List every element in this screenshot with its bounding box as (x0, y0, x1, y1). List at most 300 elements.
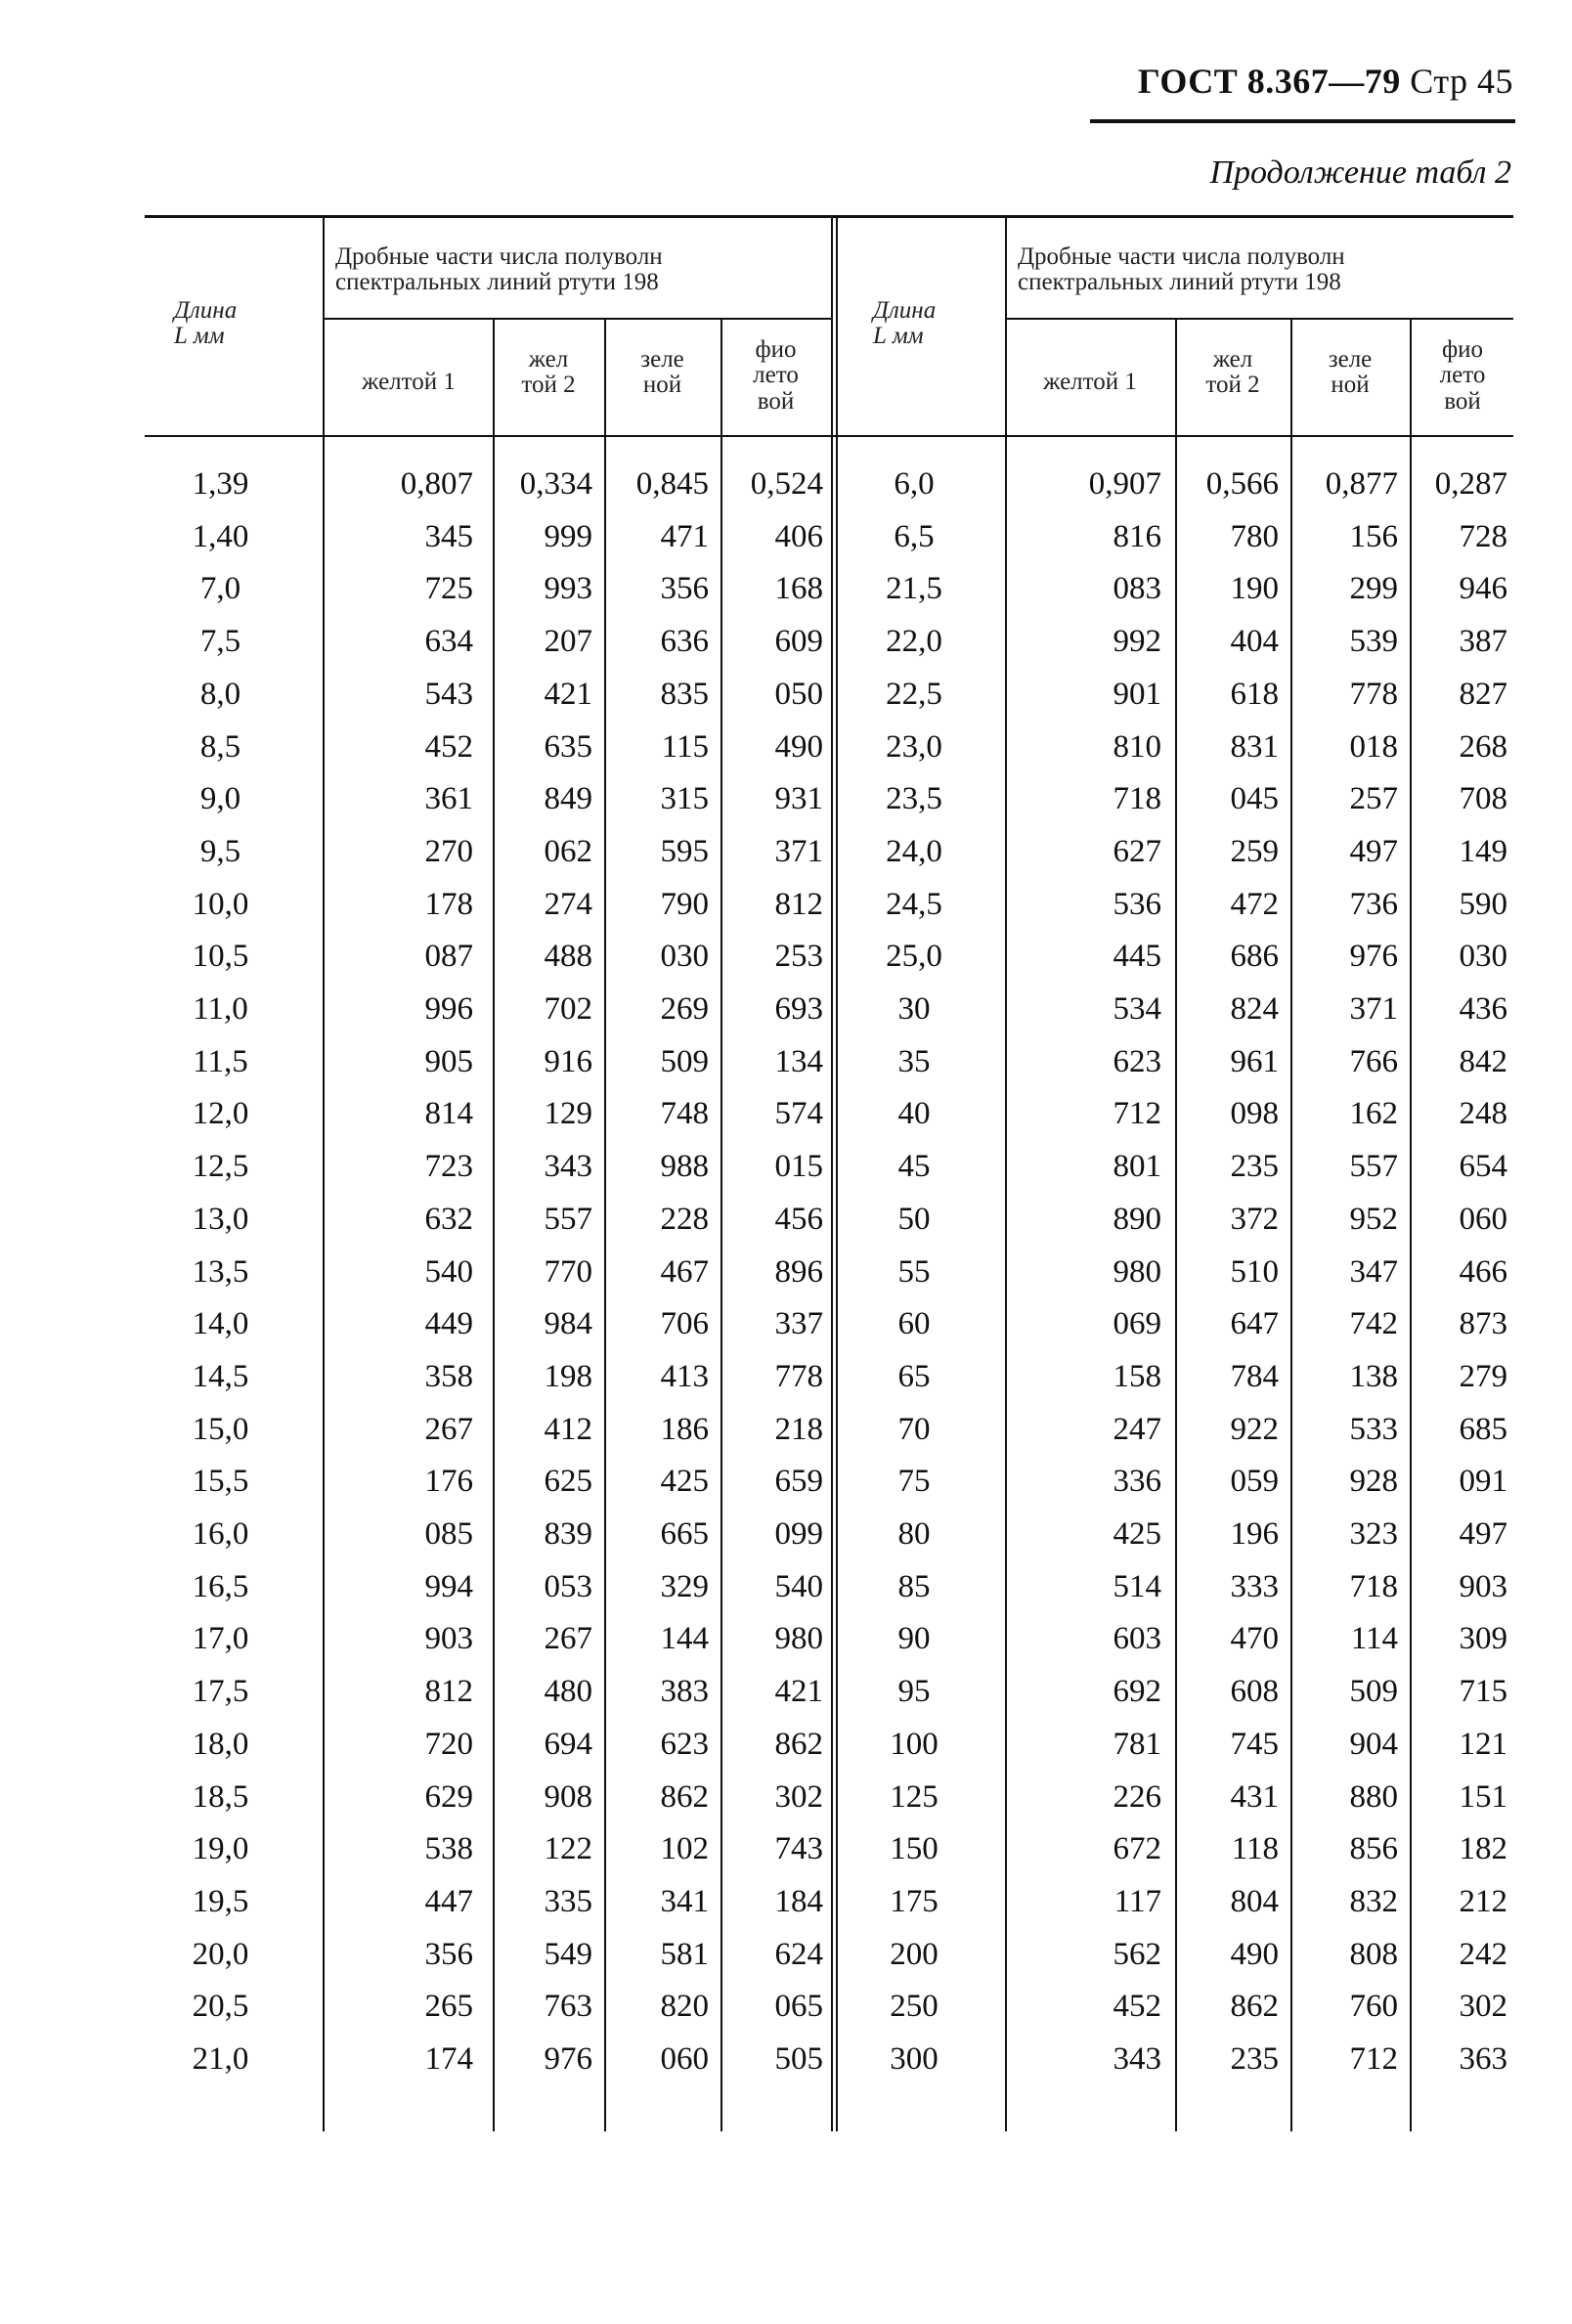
cell-yellow1-left: 265 (424, 1989, 473, 2025)
cell-violet-right: 728 (1459, 518, 1507, 554)
cell-green-right: 718 (1349, 1568, 1398, 1604)
cell-green-left: 383 (660, 1674, 709, 1710)
cell-yellow1-right: 718 (1113, 781, 1161, 817)
cell-violet-right: 121 (1459, 1726, 1507, 1762)
cell-yellow2-right: 472 (1230, 886, 1279, 922)
cell-yellow2-left: 274 (544, 886, 592, 922)
cell-length-left: 21,0 (192, 2041, 249, 2077)
cell-length-right: 22,5 (886, 676, 942, 712)
cell-yellow2-right: 745 (1230, 1726, 1279, 1762)
cell-yellow2-right: 608 (1230, 1674, 1279, 1710)
cell-yellow1-left: 720 (424, 1726, 473, 1762)
cell-yellow1-left: 452 (424, 728, 473, 765)
cell-violet-right: 715 (1459, 1674, 1507, 1710)
cell-green-left: 413 (660, 1358, 709, 1394)
cell-yellow1-left: 361 (424, 781, 473, 817)
cell-yellow2-right: 862 (1230, 1989, 1279, 2025)
cell-violet-left: 490 (774, 728, 823, 765)
cell-green-right: 557 (1349, 1149, 1398, 1185)
cell-yellow1-left: 270 (424, 833, 473, 869)
cell-length-right: 60 (897, 1306, 931, 1342)
cell-yellow1-right: 536 (1113, 886, 1161, 922)
cell-green-right: 323 (1349, 1516, 1398, 1552)
cell-green-right: 880 (1349, 1778, 1398, 1815)
cell-green-left: 115 (661, 728, 709, 765)
cell-length-left: 17,5 (192, 1674, 249, 1710)
cell-length-left: 19,5 (192, 1883, 249, 1919)
cell-yellow2-left: 0,334 (519, 466, 592, 502)
cell-yellow1-left: 814 (424, 1096, 473, 1132)
cell-green-left: 790 (660, 886, 709, 922)
cell-yellow1-right: 980 (1113, 1253, 1161, 1290)
cell-yellow2-left: 412 (544, 1411, 592, 1447)
cell-yellow2-left: 976 (544, 2041, 592, 2077)
standard-number: ГОСТ 8.367—79 (1137, 62, 1401, 101)
cell-violet-left: 099 (774, 1516, 823, 1552)
cell-yellow1-left: 629 (424, 1778, 473, 1815)
cell-length-right: 300 (890, 2041, 939, 2077)
cell-yellow1-left: 087 (424, 939, 473, 975)
cell-yellow1-left: 723 (424, 1149, 473, 1185)
cell-violet-right: 497 (1459, 1516, 1507, 1552)
cell-violet-left: 065 (774, 1989, 823, 2025)
cell-violet-left: 0,524 (750, 466, 823, 502)
cell-yellow1-right: 781 (1113, 1726, 1161, 1762)
cell-length-left: 1,39 (192, 466, 249, 502)
cell-yellow1-left: 905 (424, 1043, 473, 1079)
cell-length-left: 18,5 (192, 1778, 249, 1815)
cell-length-left: 16,0 (192, 1516, 249, 1552)
cell-yellow1-right: 816 (1113, 518, 1161, 554)
cell-yellow1-left: 178 (424, 886, 473, 922)
cell-length-left: 11,0 (193, 991, 248, 1027)
cell-green-left: 228 (660, 1201, 709, 1237)
group-header-left: Дробные части числа полуволн спектральных линий ртути 198 (335, 243, 663, 296)
cell-yellow2-right: 804 (1230, 1883, 1279, 1919)
cell-green-left: 0,845 (635, 466, 709, 502)
cell-green-left: 595 (660, 833, 709, 869)
cell-yellow1-right: 603 (1113, 1621, 1161, 1657)
cell-green-left: 060 (660, 2041, 709, 2077)
cell-violet-left: 015 (774, 1149, 823, 1185)
cell-yellow1-right: 0,907 (1088, 466, 1161, 502)
cell-yellow1-right: 672 (1113, 1831, 1161, 1867)
cell-length-left: 7,0 (199, 571, 241, 607)
cell-yellow1-left: 267 (424, 1411, 473, 1447)
cell-yellow2-left: 480 (544, 1674, 592, 1710)
cell-yellow2-right: 470 (1230, 1621, 1279, 1657)
cell-yellow1-right: 810 (1113, 728, 1161, 765)
cell-yellow2-left: 694 (544, 1726, 592, 1762)
cell-violet-right: 654 (1459, 1149, 1507, 1185)
cell-violet-right: 151 (1459, 1778, 1507, 1815)
cell-green-left: 665 (660, 1516, 709, 1552)
cell-yellow1-left: 0,807 (400, 466, 473, 502)
cell-length-right: 150 (890, 1831, 939, 1867)
cell-length-left: 1,40 (192, 518, 249, 554)
cell-green-left: 748 (660, 1096, 709, 1132)
cell-yellow1-left: 345 (424, 518, 473, 554)
cell-yellow1-right: 627 (1113, 833, 1161, 869)
cell-yellow2-right: 196 (1230, 1516, 1279, 1552)
table-top-rule (145, 215, 1513, 218)
cell-green-left: 820 (660, 1989, 709, 2025)
cell-violet-right: 182 (1459, 1831, 1507, 1867)
cell-violet-right: 436 (1459, 991, 1507, 1027)
cell-green-right: 952 (1349, 1201, 1398, 1237)
cell-violet-right: 0,287 (1434, 466, 1507, 502)
cell-yellow2-left: 849 (544, 781, 592, 817)
cell-yellow1-left: 358 (424, 1358, 473, 1394)
cell-yellow1-right: 158 (1113, 1358, 1161, 1394)
cell-yellow1-right: 712 (1113, 1096, 1161, 1132)
cell-green-right: 138 (1349, 1358, 1398, 1394)
cell-yellow2-right: 333 (1230, 1568, 1279, 1604)
cell-green-right: 347 (1349, 1253, 1398, 1290)
cell-yellow2-left: 207 (544, 624, 592, 660)
group-header-right: Дробные части числа полуволн спектральных линий ртути 198 (1018, 243, 1345, 296)
cell-green-left: 102 (660, 1831, 709, 1867)
cell-yellow1-left: 174 (424, 2041, 473, 2077)
cell-violet-left: 302 (774, 1778, 823, 1815)
cell-length-left: 14,5 (192, 1358, 249, 1394)
cell-yellow2-right: 059 (1230, 1464, 1279, 1500)
vrule-center-2 (836, 215, 838, 2131)
cell-green-right: 257 (1349, 781, 1398, 817)
cell-yellow2-right: 686 (1230, 939, 1279, 975)
cell-violet-left: 050 (774, 676, 823, 712)
cell-length-left: 8,5 (199, 728, 241, 765)
cell-length-right: 6,0 (894, 466, 935, 502)
cell-length-left: 11,5 (193, 1043, 248, 1079)
subheader-yellow1-left: желтой 1 (362, 369, 456, 395)
cell-violet-left: 574 (774, 1096, 823, 1132)
cell-yellow1-right: 901 (1113, 676, 1161, 712)
cell-length-left: 17,0 (192, 1621, 249, 1657)
vrule-after-length-left (323, 215, 325, 2131)
cell-yellow2-right: 235 (1230, 2041, 1279, 2077)
cell-yellow2-left: 122 (544, 1831, 592, 1867)
cell-length-right: 50 (897, 1201, 931, 1237)
length-header-right: Длина L мм (873, 297, 937, 350)
cell-yellow1-right: 343 (1113, 2041, 1161, 2077)
cell-yellow1-left: 540 (424, 1253, 473, 1290)
cell-green-right: 162 (1349, 1096, 1398, 1132)
cell-green-left: 706 (660, 1306, 709, 1342)
subheader-yellow1-right: желтой 1 (1043, 369, 1137, 395)
cell-yellow1-right: 692 (1113, 1674, 1161, 1710)
cell-green-left: 636 (660, 624, 709, 660)
cell-length-right: 100 (890, 1726, 939, 1762)
cell-yellow2-right: 0,566 (1205, 466, 1279, 502)
cell-yellow1-left: 176 (424, 1464, 473, 1500)
cell-length-right: 85 (897, 1568, 931, 1604)
cell-violet-right: 685 (1459, 1411, 1507, 1447)
cell-violet-right: 946 (1459, 571, 1507, 607)
cell-violet-right: 590 (1459, 886, 1507, 922)
cell-length-right: 65 (897, 1358, 931, 1394)
cell-yellow1-right: 425 (1113, 1516, 1161, 1552)
cell-yellow2-left: 839 (544, 1516, 592, 1552)
cell-yellow1-left: 543 (424, 676, 473, 712)
cell-violet-left: 253 (774, 939, 823, 975)
cell-violet-left: 406 (774, 518, 823, 554)
cell-yellow1-left: 538 (424, 1831, 473, 1867)
cell-violet-left: 659 (774, 1464, 823, 1500)
cell-violet-right: 302 (1459, 1989, 1507, 2025)
cell-length-right: 25,0 (886, 939, 942, 975)
subheader-yellow2-right: жел той 2 (1205, 346, 1260, 399)
cell-yellow2-right: 259 (1230, 833, 1279, 869)
table-header-bottom-rule (145, 435, 1513, 437)
cell-length-left: 20,0 (192, 1936, 249, 1972)
cell-violet-left: 505 (774, 2041, 823, 2077)
cell-green-right: 742 (1349, 1306, 1398, 1342)
cell-length-right: 75 (897, 1464, 931, 1500)
cell-yellow2-right: 098 (1230, 1096, 1279, 1132)
cell-yellow2-right: 831 (1230, 728, 1279, 765)
cell-yellow1-right: 226 (1113, 1778, 1161, 1815)
cell-green-right: 736 (1349, 886, 1398, 922)
cell-green-left: 186 (660, 1411, 709, 1447)
cell-violet-right: 842 (1459, 1043, 1507, 1079)
cell-yellow1-right: 117 (1114, 1883, 1161, 1919)
cell-yellow2-left: 625 (544, 1464, 592, 1500)
cell-violet-left: 812 (774, 886, 823, 922)
running-head (1138, 61, 1513, 102)
cell-green-right: 856 (1349, 1831, 1398, 1867)
cell-violet-right: 248 (1459, 1096, 1507, 1132)
cell-green-left: 581 (660, 1936, 709, 1972)
cell-green-right: 371 (1349, 991, 1398, 1027)
cell-violet-left: 456 (774, 1201, 823, 1237)
cell-green-right: 114 (1350, 1621, 1398, 1657)
cell-length-right: 250 (890, 1989, 939, 2025)
cell-length-left: 9,0 (199, 781, 241, 817)
cell-length-right: 95 (897, 1674, 931, 1710)
cell-green-right: 778 (1349, 676, 1398, 712)
cell-green-right: 533 (1349, 1411, 1398, 1447)
cell-violet-left: 862 (774, 1726, 823, 1762)
cell-green-right: 808 (1349, 1936, 1398, 1972)
cell-length-right: 90 (897, 1621, 931, 1657)
cell-yellow1-left: 996 (424, 991, 473, 1027)
cell-green-right: 509 (1349, 1674, 1398, 1710)
cell-violet-right: 091 (1459, 1464, 1507, 1500)
cell-length-left: 18,0 (192, 1726, 249, 1762)
cell-yellow1-right: 623 (1113, 1043, 1161, 1079)
page-label: Стр (1410, 62, 1468, 101)
cell-violet-right: 827 (1459, 676, 1507, 712)
cell-yellow2-right: 510 (1230, 1253, 1279, 1290)
cell-yellow2-left: 421 (544, 676, 592, 712)
cell-yellow2-left: 549 (544, 1936, 592, 1972)
cell-violet-right: 060 (1459, 1201, 1507, 1237)
cell-yellow2-left: 129 (544, 1096, 592, 1132)
cell-violet-left: 540 (774, 1568, 823, 1604)
cell-violet-left: 337 (774, 1306, 823, 1342)
cell-length-left: 15,0 (192, 1411, 249, 1447)
cell-yellow2-right: 961 (1230, 1043, 1279, 1079)
cell-green-right: 766 (1349, 1043, 1398, 1079)
cell-violet-left: 743 (774, 1831, 823, 1867)
cell-violet-right: 309 (1459, 1621, 1507, 1657)
cell-violet-left: 896 (774, 1253, 823, 1290)
cell-violet-left: 778 (774, 1358, 823, 1394)
cell-length-right: 30 (897, 991, 931, 1027)
cell-yellow2-right: 824 (1230, 991, 1279, 1027)
cell-green-left: 144 (660, 1621, 709, 1657)
cell-yellow1-left: 994 (424, 1568, 473, 1604)
cell-green-left: 425 (660, 1464, 709, 1500)
cell-length-right: 22,0 (886, 624, 942, 660)
cell-yellow2-right: 404 (1230, 624, 1279, 660)
cell-yellow2-left: 488 (544, 939, 592, 975)
cell-yellow1-right: 890 (1113, 1201, 1161, 1237)
cell-yellow1-left: 634 (424, 624, 473, 660)
cell-yellow1-right: 247 (1113, 1411, 1161, 1447)
cell-yellow2-left: 984 (544, 1306, 592, 1342)
cell-length-right: 200 (890, 1936, 939, 1972)
cell-yellow2-right: 190 (1230, 571, 1279, 607)
subheader-green-right: зеле ной (1328, 346, 1373, 399)
cell-length-left: 20,5 (192, 1989, 249, 2025)
cell-yellow2-left: 343 (544, 1149, 592, 1185)
cell-violet-right: 279 (1459, 1358, 1507, 1394)
cell-length-right: 70 (897, 1411, 931, 1447)
cell-violet-right: 212 (1459, 1883, 1507, 1919)
cell-length-left: 7,5 (199, 624, 241, 660)
cell-yellow1-left: 449 (424, 1306, 473, 1342)
cell-yellow2-left: 053 (544, 1568, 592, 1604)
cell-green-left: 341 (660, 1883, 709, 1919)
cell-length-left: 15,5 (192, 1464, 249, 1500)
cell-violet-right: 387 (1459, 624, 1507, 660)
cell-length-right: 80 (897, 1516, 931, 1552)
cell-green-left: 623 (660, 1726, 709, 1762)
header-rule (1090, 119, 1515, 123)
cell-length-right: 125 (890, 1778, 939, 1815)
cell-green-right: 497 (1349, 833, 1398, 869)
cell-violet-left: 693 (774, 991, 823, 1027)
cell-length-right: 6,5 (894, 518, 935, 554)
cell-violet-right: 363 (1459, 2041, 1507, 2077)
cell-violet-right: 242 (1459, 1936, 1507, 1972)
cell-green-right: 156 (1349, 518, 1398, 554)
cell-yellow2-left: 198 (544, 1358, 592, 1394)
cell-yellow1-right: 083 (1113, 571, 1161, 607)
cell-length-right: 45 (897, 1149, 931, 1185)
cell-yellow2-left: 908 (544, 1778, 592, 1815)
cell-length-right: 35 (897, 1043, 931, 1079)
cell-yellow1-right: 336 (1113, 1464, 1161, 1500)
cell-violet-left: 980 (774, 1621, 823, 1657)
cell-length-left: 19,0 (192, 1831, 249, 1867)
cell-length-left: 14,0 (192, 1306, 249, 1342)
cell-green-left: 509 (660, 1043, 709, 1079)
subheader-violet-right: фио лето вой (1439, 336, 1486, 415)
cell-length-right: 175 (890, 1883, 939, 1919)
cell-violet-left: 624 (774, 1936, 823, 1972)
cell-yellow2-right: 618 (1230, 676, 1279, 712)
cell-yellow1-left: 356 (424, 1936, 473, 1972)
cell-yellow2-left: 993 (544, 571, 592, 607)
cell-violet-left: 134 (774, 1043, 823, 1079)
cell-length-left: 16,5 (192, 1568, 249, 1604)
cell-length-left: 13,5 (192, 1253, 249, 1290)
cell-violet-left: 184 (774, 1883, 823, 1919)
cell-green-left: 315 (660, 781, 709, 817)
group-header-rule-left (323, 318, 831, 320)
cell-yellow1-left: 903 (424, 1621, 473, 1657)
cell-length-left: 8,0 (199, 676, 241, 712)
cell-green-right: 0,877 (1325, 466, 1398, 502)
cell-green-left: 862 (660, 1778, 709, 1815)
cell-green-right: 760 (1349, 1989, 1398, 2025)
cell-yellow2-right: 431 (1230, 1778, 1279, 1815)
cell-green-right: 904 (1349, 1726, 1398, 1762)
cell-yellow1-left: 085 (424, 1516, 473, 1552)
cell-yellow2-left: 557 (544, 1201, 592, 1237)
cell-violet-right: 268 (1459, 728, 1507, 765)
cell-violet-left: 168 (774, 571, 823, 607)
cell-violet-right: 903 (1459, 1568, 1507, 1604)
cell-yellow2-right: 780 (1230, 518, 1279, 554)
cell-yellow2-left: 916 (544, 1043, 592, 1079)
cell-yellow2-left: 999 (544, 518, 592, 554)
cell-yellow2-right: 922 (1230, 1411, 1279, 1447)
cell-yellow2-right: 784 (1230, 1358, 1279, 1394)
vrule-center-1 (831, 215, 833, 2131)
cell-violet-right: 466 (1459, 1253, 1507, 1290)
cell-violet-right: 708 (1459, 781, 1507, 817)
cell-yellow2-right: 647 (1230, 1306, 1279, 1342)
cell-yellow1-left: 812 (424, 1674, 473, 1710)
page-number: 45 (1477, 62, 1513, 101)
cell-green-left: 356 (660, 571, 709, 607)
data-table (145, 215, 1513, 2171)
cell-length-left: 13,0 (192, 1201, 249, 1237)
cell-yellow2-left: 770 (544, 1253, 592, 1290)
cell-yellow2-right: 045 (1230, 781, 1279, 817)
cell-green-right: 976 (1349, 939, 1398, 975)
subheader-violet-left: фио лето вой (753, 336, 799, 415)
cell-yellow1-right: 801 (1113, 1149, 1161, 1185)
cell-green-right: 018 (1349, 728, 1398, 765)
cell-green-right: 539 (1349, 624, 1398, 660)
cell-yellow2-right: 235 (1230, 1149, 1279, 1185)
cell-yellow2-left: 267 (544, 1621, 592, 1657)
cell-violet-left: 218 (774, 1411, 823, 1447)
cell-yellow2-left: 062 (544, 833, 592, 869)
cell-yellow2-right: 372 (1230, 1201, 1279, 1237)
cell-length-right: 23,5 (886, 781, 942, 817)
cell-yellow1-right: 534 (1113, 991, 1161, 1027)
cell-length-left: 12,0 (192, 1096, 249, 1132)
cell-green-left: 471 (660, 518, 709, 554)
cell-length-right: 40 (897, 1096, 931, 1132)
cell-length-left: 12,5 (192, 1149, 249, 1185)
cell-green-left: 467 (660, 1253, 709, 1290)
cell-length-right: 55 (897, 1253, 931, 1290)
cell-violet-left: 371 (774, 833, 823, 869)
cell-yellow1-right: 562 (1113, 1936, 1161, 1972)
cell-yellow2-right: 118 (1231, 1831, 1279, 1867)
cell-green-right: 299 (1349, 571, 1398, 607)
subheader-yellow2-left: жел той 2 (521, 346, 576, 399)
cell-violet-left: 609 (774, 624, 823, 660)
cell-yellow1-right: 452 (1113, 1989, 1161, 2025)
